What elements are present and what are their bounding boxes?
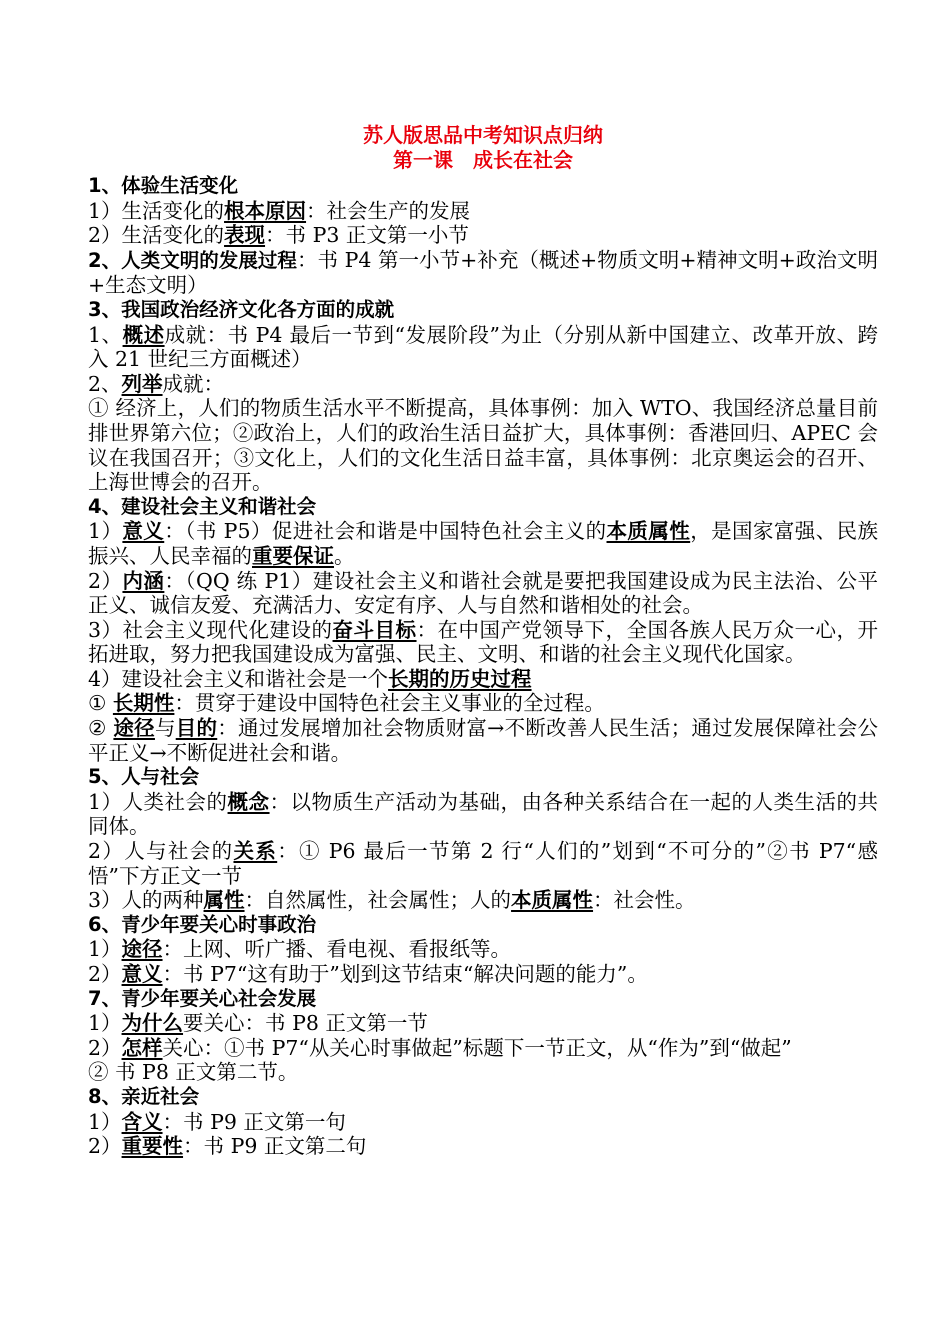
text: ：通过发展增加社会物质财富→不断改善人民生活；通过发展保障社会公平正义→不断促进社会和谐。 <box>88 716 879 765</box>
key-term: 概念 <box>227 789 270 814</box>
paragraph <box>88 372 878 397</box>
text: ：书 P9 正文第一句 <box>162 1109 346 1134</box>
text: 2） <box>88 962 122 986</box>
key-term: 本质属性 <box>511 888 594 913</box>
text: ：书 P3 正文第一小节 <box>265 223 469 248</box>
lesson-title: 第一课 成长在社会 <box>393 148 573 172</box>
text: 4）建设社会主义和谐社会是一个 <box>88 666 389 691</box>
text: ：社会性。 <box>593 888 696 913</box>
key-term: 重要保证 <box>252 543 334 568</box>
text: 。 <box>334 543 355 568</box>
section-heading-3: 3、我国政治经济文化各方面的成就 <box>88 297 395 321</box>
text: 2） <box>88 568 123 593</box>
key-term: 为什么 <box>121 1011 184 1036</box>
key-term: 目的 <box>175 716 218 741</box>
text: 要关心：书 P8 正文第一节 <box>183 1011 428 1036</box>
text: ：（书 P5）促进社会和谐是中国特色社会主义的 <box>164 519 607 544</box>
paragraph <box>88 248 878 298</box>
text: ：自然属性，社会属性；人的 <box>244 888 512 913</box>
section-heading-8: 8、亲近社会 <box>88 1084 200 1108</box>
paragraph: ② 书 P8 正文第二节。 <box>88 1060 299 1085</box>
paragraph <box>88 888 878 913</box>
key-term: 意义 <box>122 519 165 544</box>
text: 2）人与社会的 <box>88 839 234 864</box>
text: ：以物质生产活动为基础，由各种关系结合在一起的人类生活的共同体。 <box>88 789 879 839</box>
section-heading-2: 2、人类文明的发展过程 <box>88 248 297 272</box>
text: 1）人类社会的 <box>88 789 228 814</box>
text: ：上网、听广播、看电视、看报纸等。 <box>162 937 512 962</box>
text: ：书 P9 正文第二句 <box>183 1134 367 1159</box>
paragraph <box>88 1036 878 1061</box>
paragraph <box>88 790 878 839</box>
text: ：书 P4 第一小节+补充（概述+物质文明+精神文明+政治文明+生态文明） <box>88 247 878 298</box>
section-heading-7: 7、青少年要关心社会发展 <box>88 986 317 1010</box>
text: ：在中国产党领导下，全国各族人民万众一心，开拓进取，努力把我国建设成为富强、民主、文明、和谐的社会主义现代化国家。 <box>88 617 879 667</box>
key-term: 属性 <box>203 888 245 913</box>
text: 3）人的两种 <box>88 888 204 913</box>
paragraph <box>88 519 878 568</box>
key-term: 意义 <box>121 962 163 986</box>
document-title: 苏人版思品中考知识点归纳 <box>363 123 603 147</box>
document-page <box>88 122 878 1159</box>
paragraph <box>88 618 878 667</box>
paragraph <box>88 839 878 888</box>
text: ：（QQ 练 P1）建设社会主义和谐社会就是要把我国建设成为民主法治、公平正义、诚信友爱、充满活力、安定有序、人与自然和谐相处的社会。 <box>88 568 879 618</box>
paragraph: ① 经济上，人们的物质生活水平不断提高，具体事例：加入 WTO、我国经济总量目前排世界第六位；②政治上，人们的政治生活日益扩大，具体事例：香港回归、APEC 会议在我国召开；③文化上，人们的文化生活日益丰富，具体事例：北京奥运会的召开、上海世博会的召开。 <box>88 396 878 495</box>
key-term: 概述 <box>122 322 165 347</box>
paragraph <box>88 962 878 987</box>
text: 与 <box>154 716 176 741</box>
key-term: 含义 <box>121 1109 163 1134</box>
text: 2） <box>88 1035 122 1060</box>
key-term: 重要性 <box>121 1134 184 1159</box>
key-term: 根本原因 <box>224 198 307 223</box>
paragraph <box>88 716 878 765</box>
text: 成就： <box>162 371 225 396</box>
key-term: 怎样 <box>121 1035 163 1060</box>
text: ① <box>88 691 113 716</box>
key-term: 关系 <box>233 839 278 864</box>
text: 1） <box>88 937 122 962</box>
text: ：社会生产的发展 <box>306 198 471 223</box>
text: 3）社会主义现代化建设的 <box>88 617 333 642</box>
paragraph <box>88 937 878 962</box>
section-heading-1: 1、体验生活变化 <box>88 174 239 197</box>
text: 1） <box>88 1109 122 1134</box>
paragraph <box>88 667 878 692</box>
key-term: 途径 <box>121 937 163 962</box>
section-heading-5: 5、人与社会 <box>88 765 200 789</box>
paragraph <box>88 1011 878 1036</box>
text: 2） <box>88 1134 122 1159</box>
key-term: 长期性 <box>112 691 175 716</box>
text: 2、 <box>88 371 122 396</box>
paragraph <box>88 1110 878 1135</box>
text: ：贯穿于建设中国特色社会主义事业的全过程。 <box>174 691 605 716</box>
text: 成就：书 P4 最后一节到“发展阶段”为止（分别从新中国建立、改革开放、跨入 21 世纪三方面概述） <box>88 322 879 372</box>
text: 1、 <box>88 322 123 347</box>
section-heading-4: 4、建设社会主义和谐社会 <box>88 494 317 518</box>
text: 1）生活变化的 <box>88 198 225 223</box>
text: 2）生活变化的 <box>88 223 225 248</box>
key-term: 奋斗目标 <box>332 617 417 642</box>
text: ，是国家富强、民族振兴、人民幸福的 <box>88 519 879 568</box>
paragraph <box>88 199 878 224</box>
paragraph <box>88 691 878 716</box>
paragraph <box>88 1134 878 1159</box>
text: ：书 P7“这有助于”划到这节结束“解决问题的能力”。 <box>162 962 648 986</box>
key-term: 表现 <box>224 223 266 248</box>
key-term: 本质属性 <box>606 519 691 544</box>
text: ② <box>88 716 114 741</box>
key-term: 途径 <box>113 716 155 741</box>
key-term: 长期的历史过程 <box>388 666 532 691</box>
paragraph <box>88 569 878 618</box>
text: 1） <box>88 1011 122 1036</box>
key-term: 列举 <box>121 371 163 396</box>
paragraph <box>88 323 878 372</box>
section-heading-6: 6、青少年要关心时事政治 <box>88 912 317 936</box>
key-term: 内涵 <box>122 568 165 593</box>
paragraph <box>88 223 878 248</box>
text: 1） <box>88 519 123 544</box>
text: 关心：①书 P7“从关心时事做起”标题下一节正文，从“作为”到“做起” <box>162 1035 792 1060</box>
text: ：① P6 最后一节第 2 行“人们的”划到“不可分的”②书 P7“感悟”下方正文一节 <box>88 839 878 888</box>
